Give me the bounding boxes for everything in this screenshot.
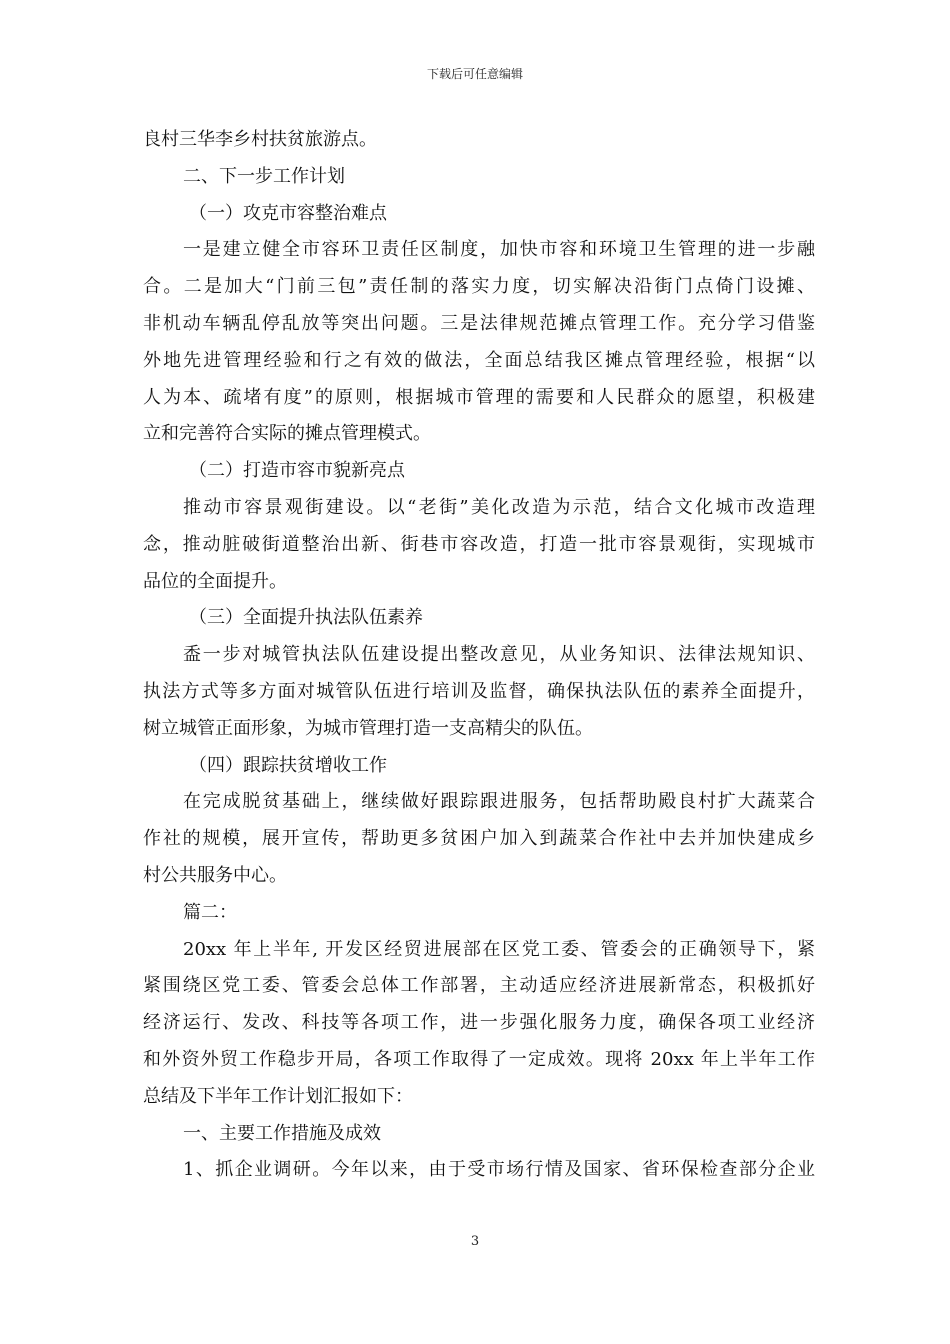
body-line: 良村三华李乡村扶贫旅游点。 [143, 129, 377, 150]
subsection-heading: （一）攻克市容整治难点 [189, 202, 387, 224]
body-line: 作社的规模，展开宣传，帮助更多贫困户加入到蔬菜合作社中去并加快建成乡 [143, 828, 815, 850]
body-line: 总结及下半年工作计划汇报如下： [143, 1085, 413, 1107]
body-line: 紧围绕区党工委、管委会总体工作部署，主动适应经济进展新常态，积极抓好 [143, 975, 815, 997]
body-line: 一是建立健全市容环卫责任区制度，加快市容和环境卫生管理的进一步融 [183, 239, 815, 261]
body-line: 立和完善符合实际的摊点管理模式。 [143, 423, 431, 445]
subsection-heading: （二）打造市容市貌新亮点 [189, 460, 405, 482]
document-body [143, 122, 815, 1189]
body-line: 和外资外贸工作稳步开局，各项工作取得了一定成效。现将 20xx 年上半年工作 [143, 1048, 815, 1070]
page-header-note: 下载后可任意编辑 [426, 67, 523, 81]
body-line: 树立城管正面形象，为城市管理打造一支高精尖的队伍。 [143, 717, 593, 739]
body-line: 经济运行、发改、科技等各项工作，进一步强化服务力度，确保各项工业经济 [143, 1012, 815, 1034]
body-line: 合。二是加大“门前三包”责任制的落实力度，切实解决沿街门点倚门设摊、 [143, 276, 815, 298]
body-line: 人为本、疏堵有度”的原则，根据城市管理的需要和人民群众的愿望，积极建 [143, 386, 815, 408]
body-line: 外地先进管理经验和行之有效的做法，全面总结我区摊点管理经验，根据“以 [143, 349, 815, 371]
body-line: 非机动车辆乱停乱放等突出问题。三是法律规范摊点管理工作。充分学习借鉴 [143, 312, 815, 334]
body-line: 念，推动脏破街道整治出新、街巷市容改造，打造一批市容景观街，实现城市 [143, 533, 815, 555]
body-line: 执法方式等多方面对城管队伍进行培训及监督，确保执法队伍的素养全面提升， [143, 680, 815, 702]
section-heading: 一、主要工作措施及成效 [183, 1122, 381, 1144]
body-line: 盉一步对城管执法队伍建设提出整改意见，从业务知识、法律法规知识、 [183, 644, 815, 666]
body-line: 在完成脱贫基础上，继续做好跟踪跟进服务，包括帮助殿良村扩大蔬菜合 [183, 791, 815, 813]
subsection-heading: （三）全面提升执法队伍素养 [189, 607, 423, 629]
section-heading: 篇二： [183, 901, 237, 923]
section-heading: 二、下一步工作计划 [183, 165, 345, 187]
body-line: 1、抓企业调研。今年以来，由于受市场行情及国家、省环保检查部分企业 [183, 1159, 815, 1181]
body-line: 推动市容景观街建设。以“老街”美化改造为示范，结合文化城市改造理 [183, 496, 815, 518]
body-line: 品位的全面提升。 [143, 570, 287, 592]
page-number: 3 [470, 1234, 480, 1249]
subsection-heading: （四）跟踪扶贫增收工作 [189, 754, 387, 776]
body-line: 村公共服务中心。 [143, 864, 287, 886]
body-line: 20xx 年上半年, 开发区经贸进展部在区党工委、管委会的正确领导下，紧 [183, 938, 815, 960]
